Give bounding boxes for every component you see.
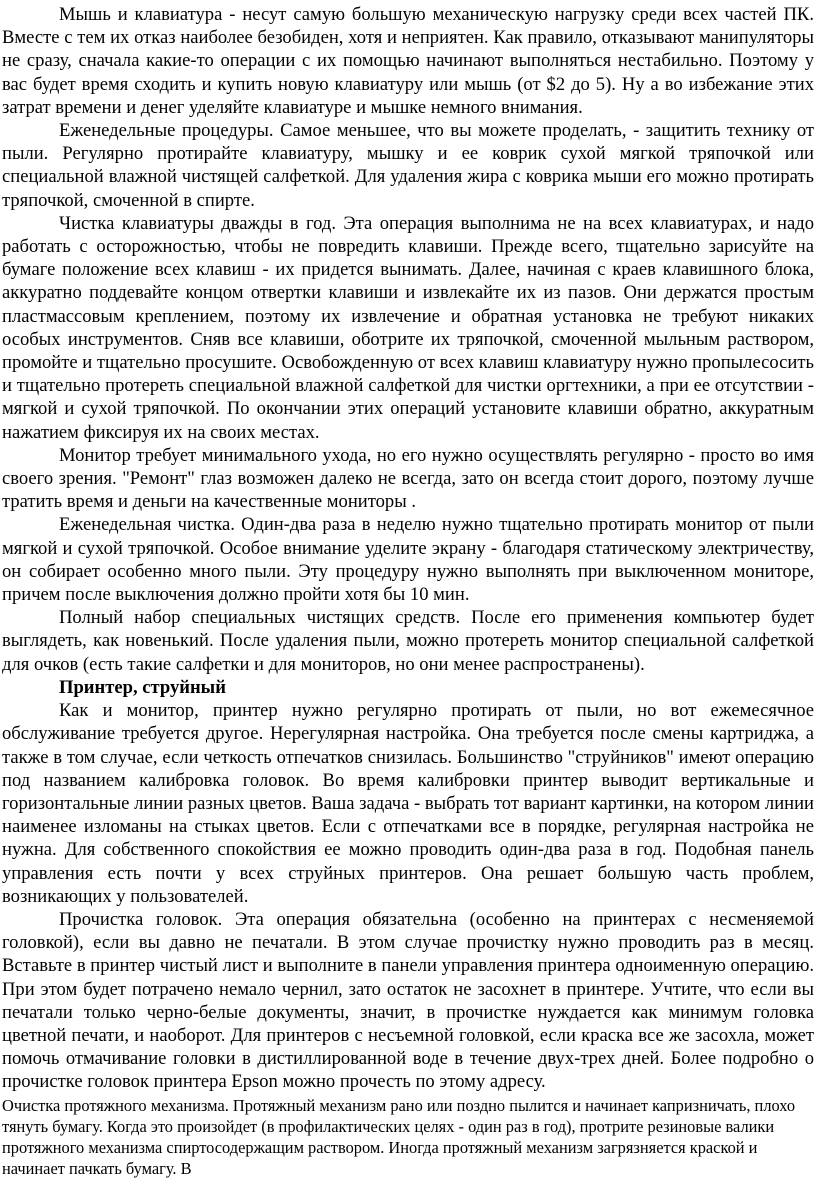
- paragraph-weekly-cleaning: Еженедельная чистка. Один-два раза в неделю нужно тщательно протирать монитор от пыли мягкой и сухой тряпочкой. Особое внимание уделите экрану - благодаря статическому электричеству, он собирает особенно много пыли. Эту процедуру нужно выполнять при выключенном мониторе, причем после выключения должно пройти хотя бы 10 мин.: [2, 514, 814, 606]
- document-tail: [2, 1095, 814, 1180]
- paragraph-head-cleaning: Прочистка головок. Эта операция обязательна (особенно на принтерах с несменяемой головкой), если вы давно не печатали. В этом случае прочистку нужно проводить раз в месяц. Вставьте в принтер чистый лист и выполните в панели управления принтера одноименную операцию. При этом будет потрачено немало чернил, зато остаток не засохнет в принтере. Учтите, что если вы печатали только черно-белые документы, значит, в прочистке нуждается как минимум головка цветной печати, и наоборот. Для принтеров с несъемной головкой, если краска все же засохла, может помочь отмачивание головки в дистиллированной воде в течение двух-трех дней. Более подробно о прочистке головок принтера Epson можно прочесть по этому адресу.: [2, 908, 814, 1093]
- paragraph-cleaning-kit: Полный набор специальных чистящих средств. После его применения компьютер будет выглядеть, как новенький. После удаления пыли, можно протереть монитор специальной салфеткой для очков (есть такие салфетки и для мониторов, но они менее распространены).: [2, 607, 814, 675]
- paragraph-feed-mechanism: Очистка протяжного механизма. Протяжный механизм рано или поздно пылится и начинает капризничать, плохо тянуть бумагу. Когда это произойдет (в профилактических целях - один раз в год), протрите резиновые валики протяжного механизма спиртосодержащим раствором. Иногда протяжный механизм загрязняется краской и начинает пачкать бумагу. В: [2, 1095, 796, 1179]
- paragraph-weekly-procedures: Еженедельные процедуры. Самое меньшее, что вы можете проделать, - защитить технику от пыли. Регулярно протирайте клавиатуру, мышку и ее коврик сухой мягкой тряпочкой или специальной влажной чистящей салфеткой. Для удаления жира с коврика мыши его можно протирать тряпочкой, смоченной в спирте.: [2, 120, 814, 211]
- paragraph-mouse-keyboard: Мышь и клавиатура - несут самую большую механическую нагрузку среди всех частей ПК. Вместе с тем их отказ наиболее безобиден, хотя и неприятен. Как правило, отказывают манипуляторы не сразу, сначала какие-то операции с их помощью начинают выполняться нестабильно. Поэтому у вас будет время сходить и купить новую клавиатуру или мышь (от $2 до 5). Ну а во избежание этих затрат времени и денег уделяйте клавиатуре и мышке немного внимания.: [2, 4, 814, 118]
- section-heading-printer: Принтер, струйный: [59, 676, 226, 698]
- paragraph-monitor-care: Монитор требует минимального ухода, но его нужно осуществлять регулярно - просто во имя своего зрения. "Ремонт" глаз возможен далеко не всегда, зато он всегда стоит дорого, поэтому лучше тратить время и деньги на качественные мониторы .: [2, 444, 814, 513]
- document-body: [2, 3, 814, 1094]
- paragraph-keyboard-cleaning: Чистка клавиатуры дважды в год. Эта операция выполнима не на всех клавиатурах, и надо работать с осторожностью, чтобы не повредить клавиши. Прежде всего, тщательно зарисуйте на бумаге положение всех клавиш - их придется вынимать. Далее, начиная с краев клавишного блока, аккуратно поддевайте концом отвертки клавиши и извлекайте их из пазов. Они держатся простым пластмассовым креплением, поэтому их извлечение и обратная установка не требуют никаких особых инструментов. Сняв все клавиши, оботрите их тряпочкой, смоченной мыльным раствором, промойте и тщательно просушите. Освобожденную от всех клавиш клавиатуру нужно пропылесосить и тщательно протереть специальной влажной салфеткой для чистки оргтехники, а при ее отсутствии - мягкой и сухой тряпочкой. По окончании этих операций установите клавиши обратно, аккуратным нажатием фиксируя их на своих местах.: [2, 212, 814, 443]
- paragraph-printer-calibration: Как и монитор, принтер нужно регулярно протирать от пыли, но вот ежемесячное обслуживание требуется другое. Нерегулярная настройка. Она требуется после смены картриджа, а также в том случае, если четкость отпечатков снизилась. Большинство "струйников" имеют операцию под названием калибровка головок. Во время калибровки принтер выводит вертикальные и горизонтальные линии разных цветов. Ваша задача - выбрать тот вариант картинки, на котором линии наименее изломаны на стыках цветов. Если с отпечатками все в порядке, регулярная настройка не нужна. Для собственного спокойствия ее можно проводить один-два раза в год. Подобная панель управления есть почти у всех струйных принтеров. Она решает большую часть проблем, возникающих у пользователей.: [2, 700, 814, 907]
